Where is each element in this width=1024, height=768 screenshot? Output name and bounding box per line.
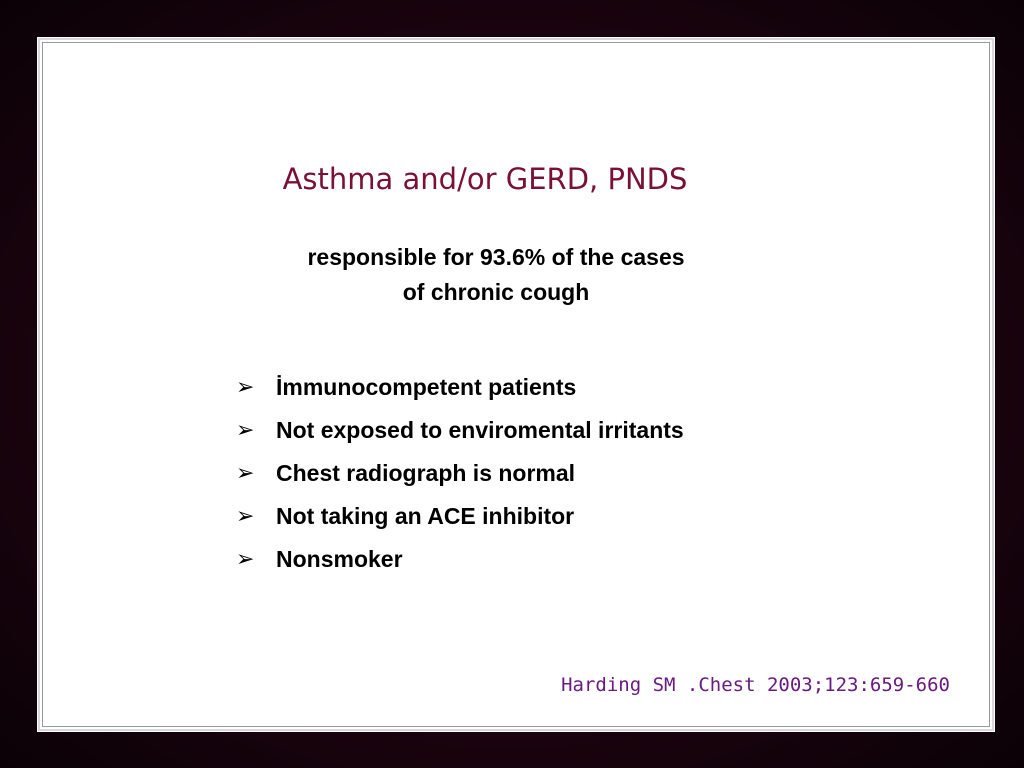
list-item	[236, 409, 684, 452]
citation: Harding SM .Chest 2003;123:659-660	[561, 674, 950, 696]
bullet-list	[236, 366, 684, 581]
arrow-bullet-icon: ➢	[236, 418, 255, 443]
bullet-text: Nonsmoker	[276, 546, 403, 572]
bullet-text: Not exposed to enviromental irritants	[276, 417, 684, 443]
bullet-text: İmmunocompetent patients	[276, 374, 577, 400]
slide-title: Asthma and/or GERD, PNDS	[282, 162, 688, 196]
list-item	[236, 366, 684, 409]
arrow-bullet-icon: ➢	[236, 504, 255, 529]
arrow-bullet-icon: ➢	[236, 547, 255, 572]
list-item	[236, 452, 684, 495]
list-item	[236, 495, 684, 538]
list-item	[236, 538, 684, 581]
subtitle-line-1: responsible for 93.6% of the cases	[307, 244, 685, 270]
subtitle-line-2: of chronic cough	[402, 279, 590, 305]
slide-subtitle	[200, 240, 792, 310]
arrow-bullet-icon: ➢	[236, 461, 255, 486]
bullet-text: Chest radiograph is normal	[276, 460, 576, 486]
arrow-bullet-icon: ➢	[236, 375, 255, 400]
bullet-text: Not taking an ACE inhibitor	[276, 503, 575, 529]
